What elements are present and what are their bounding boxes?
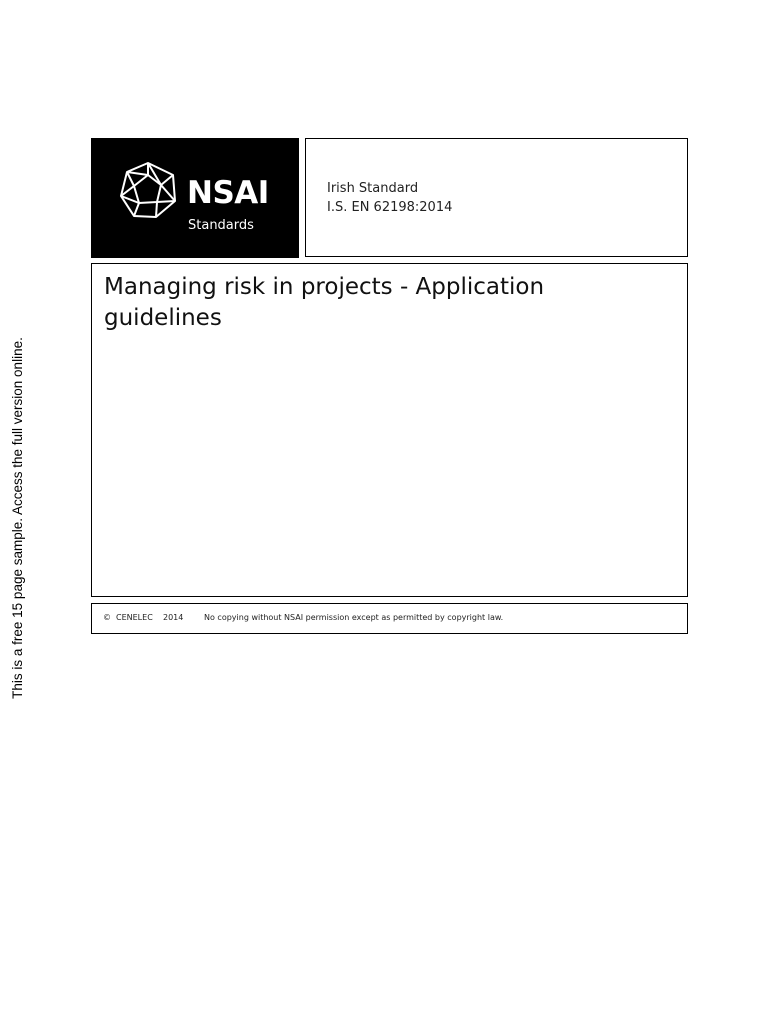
standard-type: Irish Standard xyxy=(327,181,419,196)
sample-notice: This is a free 15 page sample. Access the full version online. xyxy=(10,337,25,699)
logo-wordmark: NSAI xyxy=(187,175,269,211)
copyright-notice: No copying without NSAI permission except as permitted by copyright law. xyxy=(204,613,504,622)
copyright-symbol: © xyxy=(103,613,111,622)
title-box xyxy=(91,263,688,597)
document-title: Managing risk in projects - Application guidelines xyxy=(104,274,545,331)
nsai-logo xyxy=(91,138,299,258)
logo-subtitle: Standards xyxy=(188,218,254,233)
copyright-organisation: CENELEC xyxy=(116,613,153,622)
copyright-year: 2014 xyxy=(163,613,184,622)
standard-identifier-box xyxy=(305,138,688,257)
copyright-footer xyxy=(91,603,688,634)
standard-number: I.S. EN 62198:2014 xyxy=(327,200,453,215)
polyhedron-icon xyxy=(117,160,179,220)
